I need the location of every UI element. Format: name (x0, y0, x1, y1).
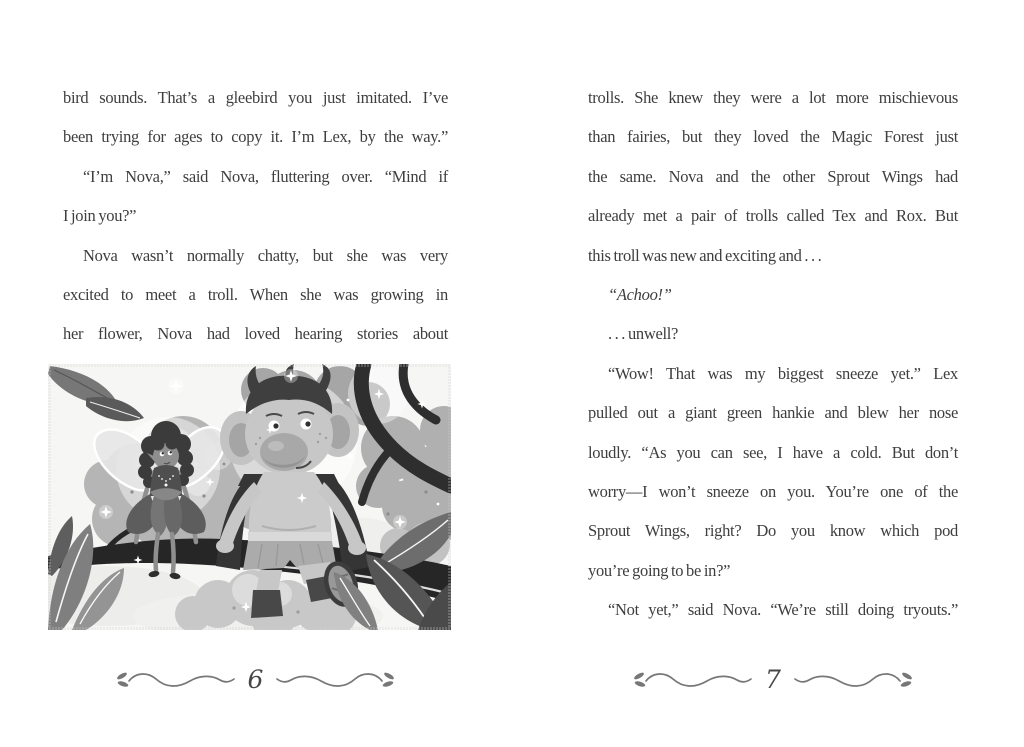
footer-flourish-right-icon (275, 669, 395, 691)
right-page-footer (588, 664, 958, 696)
text-line: bird sounds. That’s a gleebird you just imitated. I’ve (63, 88, 448, 107)
text-line: already met a pair of trolls called Tex and Rox. But (588, 206, 958, 226)
text-line: than fairies, but they loved the Magic Forest just (588, 127, 958, 147)
text-line: loudly. “As you can see, I have a cold. But don’t (588, 442, 958, 462)
text-line: “Achoo!” (608, 284, 672, 304)
left-page-footer (63, 664, 448, 696)
left-page-text (63, 78, 448, 354)
text-line: “Wow! That was my biggest sneeze yet.” Lex (608, 363, 958, 383)
troll-belt (248, 532, 332, 541)
illustration-fairy-and-troll (48, 364, 451, 630)
text-line: . . . unwell? (608, 324, 679, 344)
text-line: been trying for ages to copy it. I’m Lex, by the way.” (63, 127, 448, 147)
troll-torso (249, 472, 331, 534)
footer-flourish-left-icon (116, 669, 236, 691)
text-line: worry—I won’t sneeze on you. You’re one of the (588, 481, 958, 501)
text-line: her flower, Nova had loved hearing stories about (63, 324, 448, 344)
text-line: the same. Nova and the other Sprout Wings had (588, 166, 958, 186)
text-line: “Not yet,” said Nova. “We’re still doing tryouts.” (608, 600, 958, 620)
text-line: Sprout Wings, right? Do you know which pod (588, 521, 958, 541)
text-line: excited to meet a troll. When she was growing in (63, 284, 448, 304)
footer-flourish-right-icon (793, 669, 913, 691)
text-line: I join you?” (63, 206, 137, 226)
text-line: Nova wasn’t normally chatty, but she was very (83, 245, 448, 265)
troll-nose (260, 433, 308, 471)
text-line: trolls. She knew they were a lot more mischievous (588, 88, 958, 107)
text-line: you’re going to be in?” (588, 560, 731, 580)
footer-flourish-left-icon (633, 669, 753, 691)
page-number-right: 7 (765, 664, 781, 694)
text-line: pulled out a giant green hankie and blew her nose (588, 403, 958, 423)
page-number-left: 6 (247, 664, 264, 694)
right-page-text (588, 78, 958, 629)
text-line: this troll was new and exciting and . . . (588, 245, 822, 265)
text-line: “I’m Nova,” said Nova, fluttering over. “Mind if (83, 166, 448, 186)
